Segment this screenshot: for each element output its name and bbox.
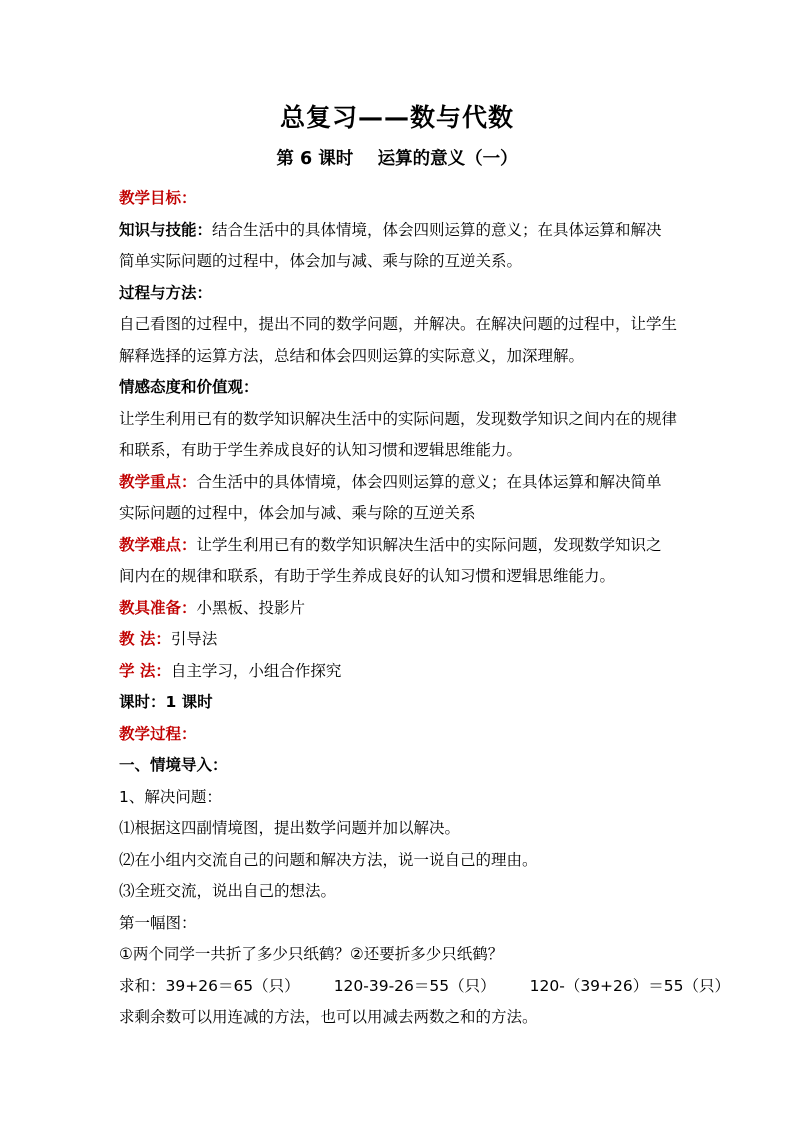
tools-text: 小黑板、投影片 (196, 598, 306, 617)
process-heading: 教学过程： (119, 724, 197, 743)
step1-heading-line (119, 750, 677, 782)
step1-heading: 一、情境导入： (119, 756, 228, 774)
calc-2: 120-39-26＝55（只） (333, 976, 496, 995)
knowledge-text: 结合生活中的具体情境，体会四则运算的意义；在具体运算和解决简单实际问题的过程中，体会加与减、乘与除的互逆关系。 (119, 220, 662, 270)
key-points-label: 教学重点： (119, 472, 197, 491)
lesson-content (119, 183, 730, 1034)
process-label: 过程与方法： (119, 283, 213, 302)
sub-item-3: ⑶全班交流，说出自己的想法。 (119, 882, 337, 900)
tools-label: 教具准备： (119, 598, 197, 617)
objectives-heading-text: 教学目标： (119, 189, 197, 207)
hours-text: 课时：1 课时 (119, 693, 213, 711)
knowledge-paragraph (119, 215, 677, 278)
teach-method-label: 教 法： (119, 630, 171, 648)
knowledge-label: 知识与技能： (119, 220, 213, 239)
key-points-text: 合生活中的具体情境，体会四则运算的意义；在具体运算和解决简单实际问题的过程中，体会加与减、乘与除的互逆关系 (119, 472, 662, 522)
calculation-line (119, 971, 730, 1003)
document-title: 总复习——数与代数 (279, 103, 514, 132)
teach-method-text: 引导法 (170, 630, 218, 648)
difficulty-text: 让学生利用已有的数学知识解决生活中的实际问题，发现数学知识之间内在的规律和联系，有助于学生养成良好的认知习惯和逻辑思维能力。 (119, 535, 662, 585)
calc-label: 求和： (119, 976, 166, 995)
learn-method-text: 自主学习，小组合作探究 (170, 661, 342, 680)
emotion-label-line (119, 372, 677, 404)
questions-line: ①两个同学一共折了多少只纸鹤？②还要折多少只纸鹤？ (119, 945, 504, 963)
emotion-label: 情感态度和价值观： (119, 378, 259, 396)
calc-3: 120-（39+26）＝55（只） (529, 976, 730, 995)
calc-1: 39+26＝65（只） (165, 976, 300, 995)
conclusion-line: 求剩余数可以用连减的方法，也可以用减去两数之和的方法。 (119, 1008, 538, 1026)
learn-method-line (119, 656, 677, 688)
figure1-line: 第一幅图： (119, 913, 197, 932)
tools-line (119, 593, 677, 625)
lesson-subtitle: 第 6 课时 运算的意义（一） (276, 149, 518, 169)
process-paragraph: 自己看图的过程中，提出不同的数学问题，并解决。在解决问题的过程中，让学生解释选择的运算方法，总结和体会四则运算的实际意义，加深理解。 (119, 315, 678, 365)
sub-item-1: ⑴根据这四副情境图，提出数学问题并加以解决。 (119, 819, 461, 837)
key-points-paragraph (119, 467, 677, 530)
objectives-heading (119, 183, 677, 215)
hours-line (119, 687, 677, 719)
emotion-paragraph: 让学生利用已有的数学知识解决生活中的实际问题，发现数学知识之间内在的规律和联系，有助于学生养成良好的认知习惯和逻辑思维能力。 (119, 409, 678, 459)
learn-method-label: 学 法： (119, 661, 171, 680)
process-heading-line (119, 719, 677, 751)
difficulty-paragraph (119, 530, 677, 593)
difficulty-label: 教学难点： (119, 535, 197, 554)
sub-item-2: ⑵在小组内交流自己的问题和解决方法，说一说自己的理由。 (119, 850, 538, 869)
process-label-line (119, 278, 677, 310)
item1-line: 1、解决问题： (119, 787, 222, 806)
teach-method-line (119, 624, 677, 656)
